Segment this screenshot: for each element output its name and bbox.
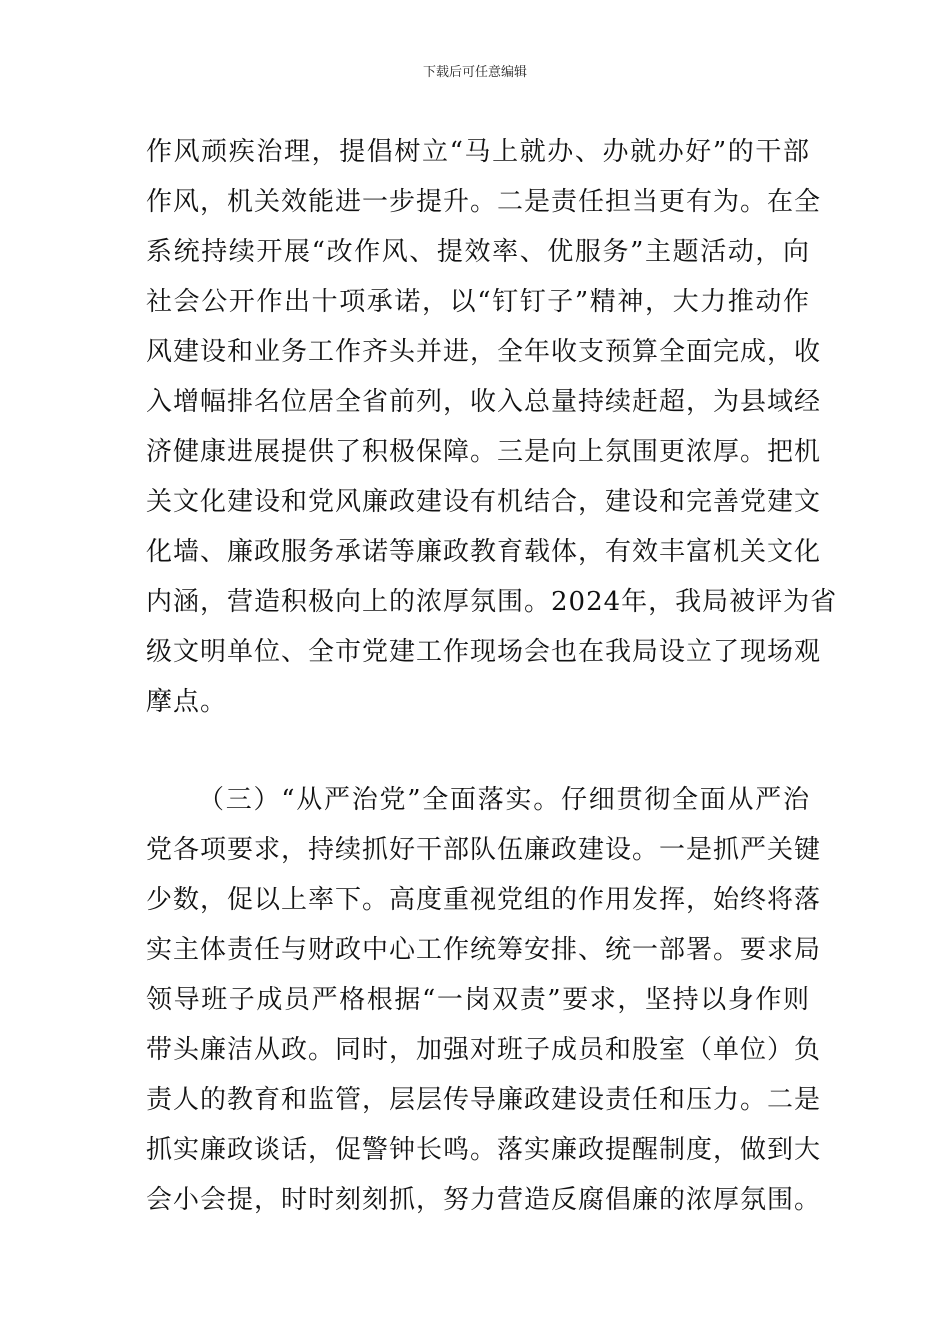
text-line: 抓实廉政谈话，促警钟长鸣。落实廉政提醒制度，做到大 (146, 1135, 822, 1165)
text-line: 领导班子成员严格根据“一岗双责”要求，坚持以身作则 (146, 985, 810, 1015)
text-line: 实主体责任与财政中心工作统筹安排、统一部署。要求局 (146, 935, 822, 965)
text-line: 党各项要求，持续抓好干部队伍廉政建设。一是抓严关键 (146, 835, 822, 865)
paragraph-work-style (146, 127, 838, 727)
text-line: 风建设和业务工作齐头并进，全年收支预算全面完成，收 (146, 337, 822, 367)
text-line: 级文明单位、全市党建工作现场会也在我局设立了现场观 (146, 637, 822, 667)
text-line: 入增幅排名位居全省前列，收入总量持续赶超，为县域经 (146, 387, 822, 417)
text-line: 社会公开作出十项承诺，以“钉钉子”精神，大力推动作 (146, 287, 810, 317)
paragraph-strict-governance (146, 775, 822, 1225)
text-line: 作风，机关效能进一步提升。二是责任担当更有为。在全 (146, 187, 822, 217)
page-header: 下载后可任意编辑 (422, 65, 527, 80)
text-line: 会小会提，时时刻刻抓，努力营造反腐倡廉的浓厚氛围。 (146, 1185, 822, 1215)
text-line: 摩点。 (146, 687, 228, 717)
section-heading-line: （三）“从严治党”全面落实。仔细贯彻全面从严治 (198, 785, 810, 815)
text-line: 少数，促以上率下。高度重视党组的作用发挥，始终将落 (146, 885, 822, 915)
text-line: 化墙、廉政服务承诺等廉政教育载体，有效丰富机关文化 (146, 537, 822, 567)
text-line: 关文化建设和党风廉政建设有机结合，建设和完善党建文 (146, 487, 822, 517)
text-line: 带头廉洁从政。同时，加强对班子成员和股室（单位）负 (146, 1035, 822, 1065)
text-line: 内涵，营造积极向上的浓厚氛围。2024年，我局被评为省 (146, 587, 838, 617)
text-line: 责人的教育和监管，层层传导廉政建设责任和压力。二是 (146, 1085, 822, 1115)
text-line: 济健康进展提供了积极保障。三是向上氛围更浓厚。把机 (146, 437, 822, 467)
text-line: 系统持续开展“改作风、提效率、优服务”主题活动，向 (146, 237, 810, 267)
text-line: 作风顽疾治理，提倡树立“马上就办、办就办好”的干部 (146, 137, 810, 167)
